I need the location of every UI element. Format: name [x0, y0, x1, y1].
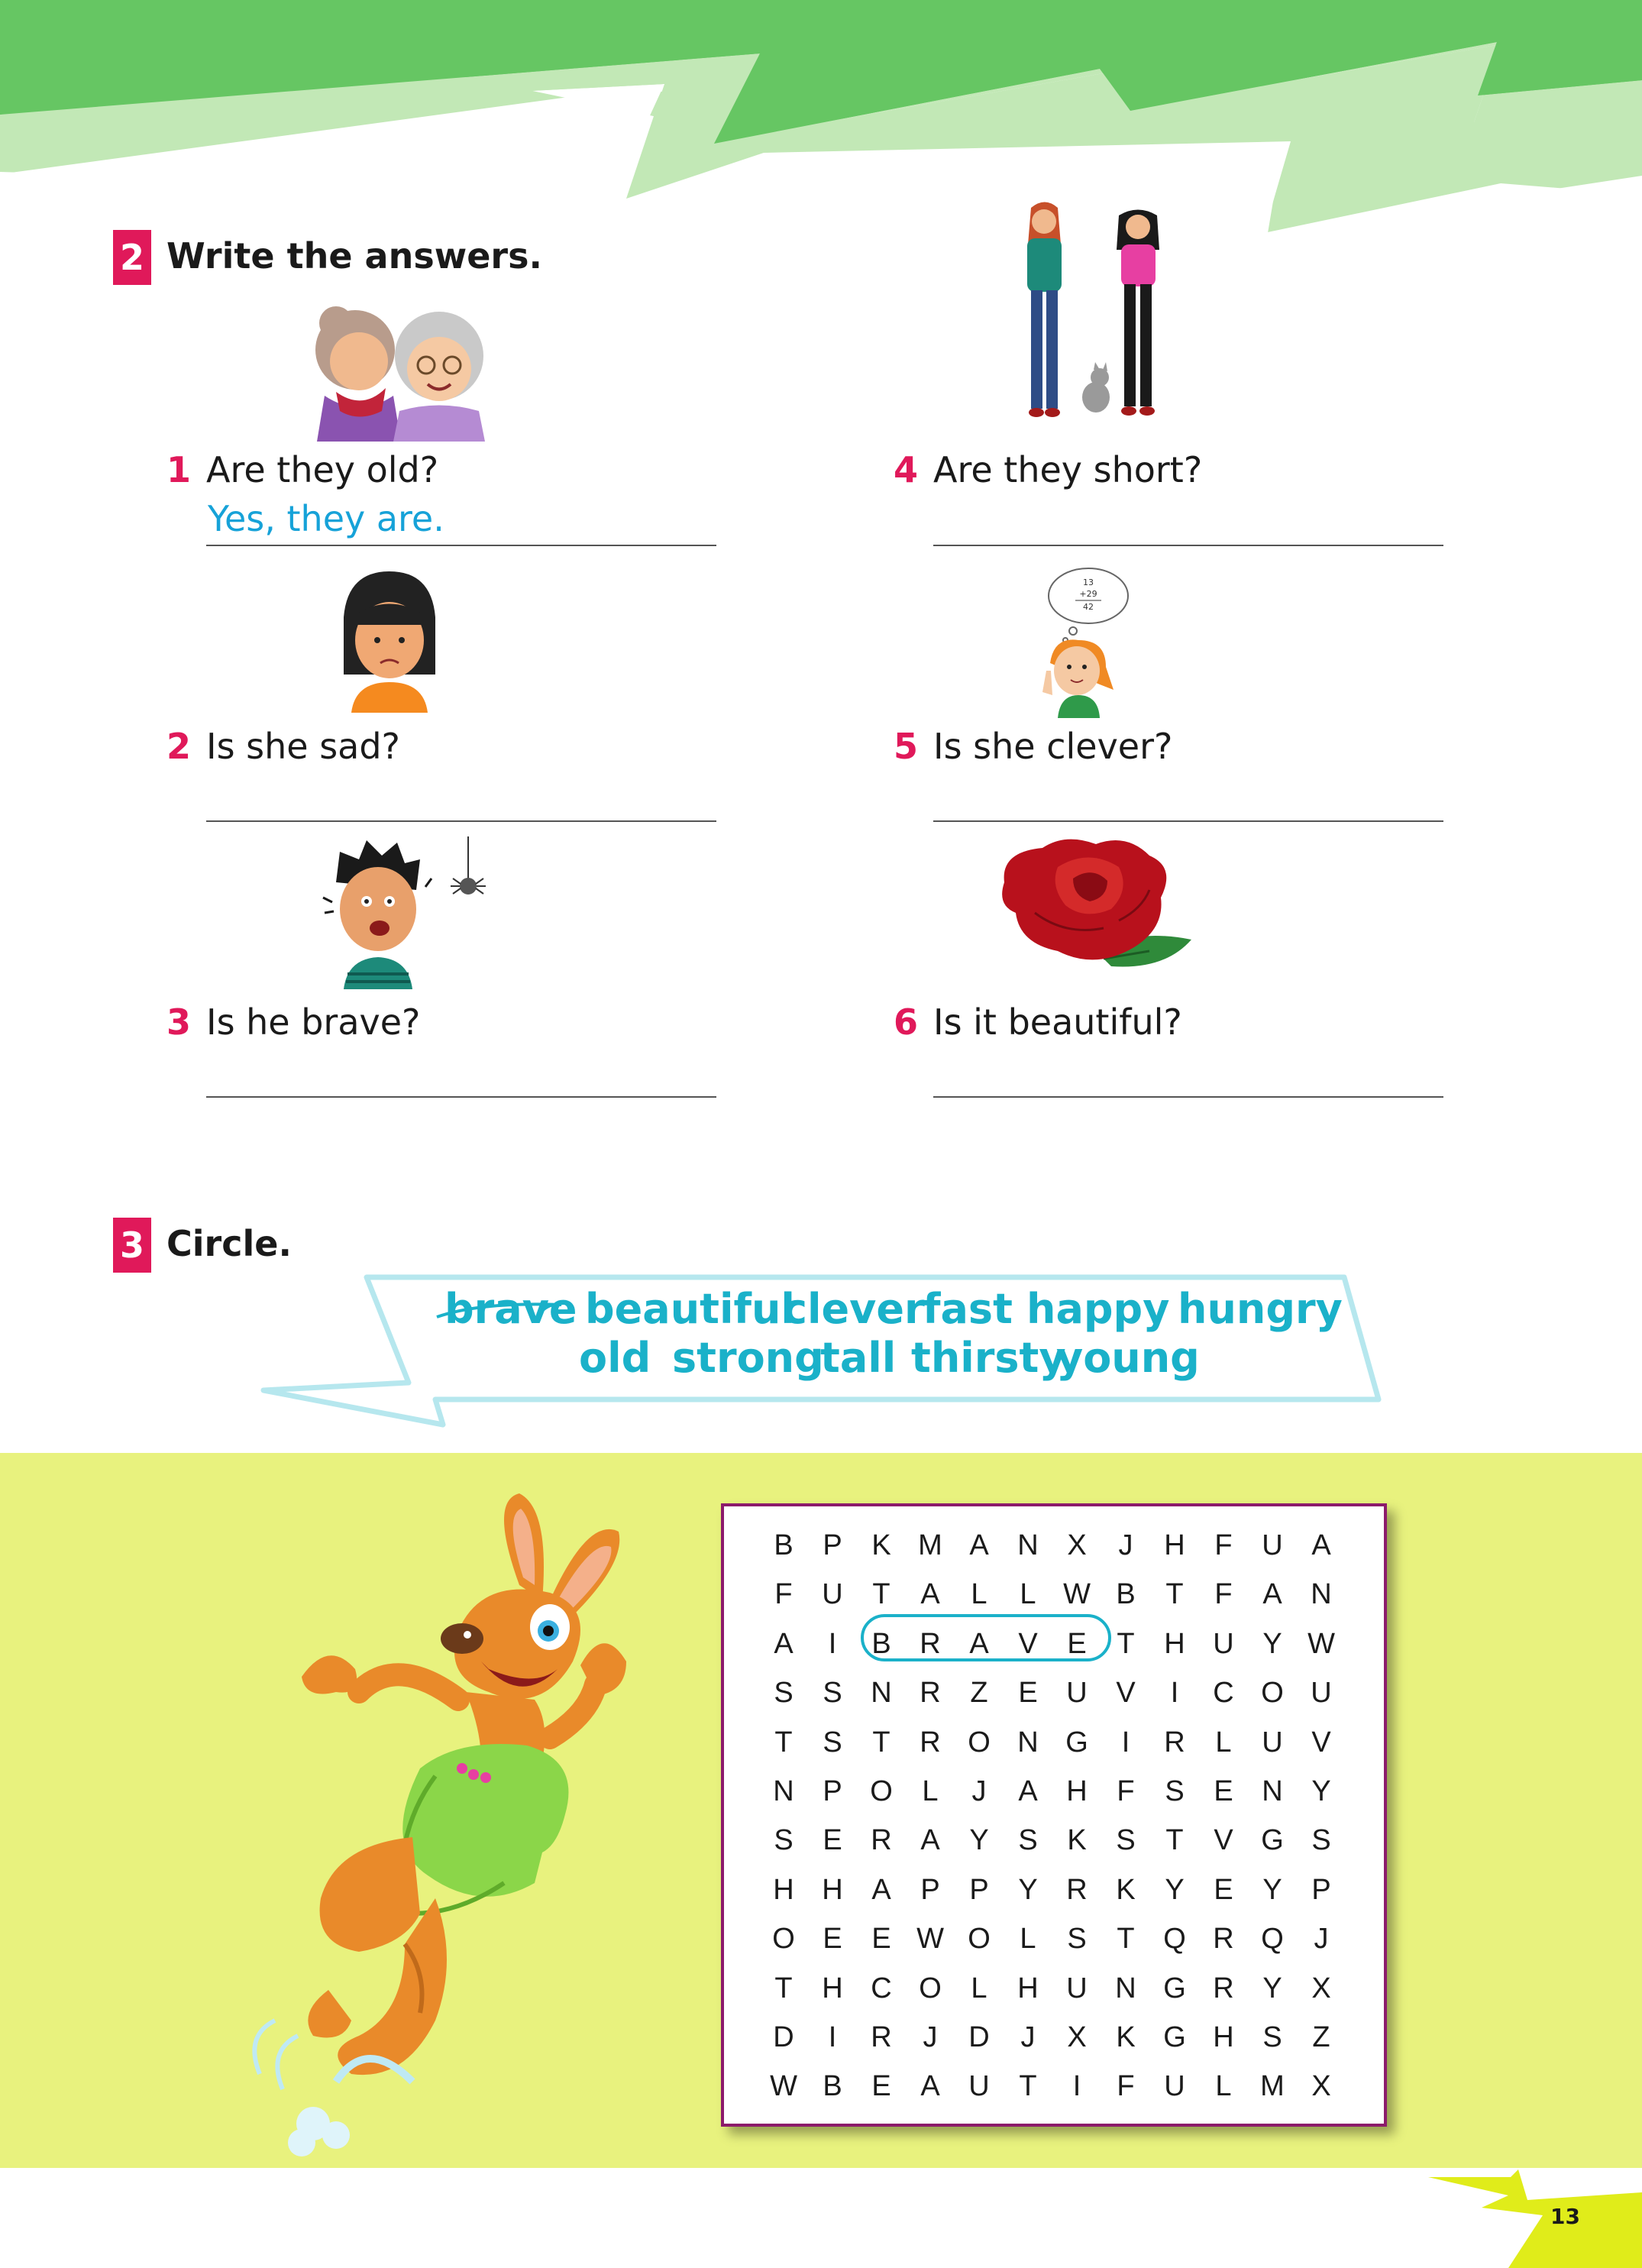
grid-letter[interactable]: F — [1214, 1578, 1233, 1611]
grid-letter[interactable]: S — [823, 1726, 842, 1758]
grid-letter[interactable]: L — [922, 1775, 939, 1807]
question-2-text: Is she sad? — [206, 726, 400, 767]
grid-letter[interactable]: U — [1262, 1726, 1283, 1758]
grid-letter[interactable]: E — [1214, 1873, 1233, 1906]
grid-letter[interactable]: S — [1165, 1775, 1185, 1807]
grid-letter[interactable]: F — [774, 1578, 793, 1611]
grid-letter[interactable]: J — [971, 1775, 987, 1807]
grid-letter[interactable]: B — [823, 2070, 842, 2103]
question-5-number: 5 — [894, 726, 919, 767]
grid-letter[interactable]: L — [1215, 1726, 1232, 1758]
grid-letter[interactable]: G — [1163, 1972, 1186, 2004]
grandmothers-picture — [302, 296, 516, 442]
grid-letter[interactable]: U — [1066, 1972, 1088, 2004]
grid-letter[interactable]: G — [1163, 2021, 1186, 2053]
grid-letter[interactable]: N — [1311, 1578, 1332, 1611]
word-brave: brave — [444, 1285, 577, 1333]
word-old: old — [579, 1334, 651, 1382]
grid-letter[interactable]: F — [1214, 1529, 1233, 1561]
grid-letter[interactable]: I — [1072, 2070, 1081, 2103]
grid-letter[interactable]: O — [968, 1726, 991, 1758]
grid-letter[interactable]: A — [1311, 1529, 1331, 1561]
answer-line-1[interactable] — [206, 545, 716, 546]
grid-letter[interactable]: O — [919, 1972, 942, 2004]
grid-letter[interactable]: Q — [1261, 1923, 1284, 1956]
grid-letter[interactable]: A — [1018, 1775, 1038, 1807]
grid-letter[interactable]: I — [1170, 1677, 1179, 1710]
word-thirsty: thirsty — [911, 1334, 1066, 1382]
grid-letter[interactable]: N — [773, 1775, 794, 1807]
grid-letter[interactable]: S — [1018, 1824, 1038, 1857]
grid-letter[interactable]: A — [969, 1529, 989, 1561]
grid-letter[interactable]: T — [872, 1578, 890, 1611]
grid-letter[interactable]: J — [1020, 2021, 1036, 2053]
grid-letter[interactable]: Y — [1165, 1873, 1185, 1906]
grid-letter[interactable]: S — [1262, 2021, 1282, 2053]
answer-line-6[interactable] — [933, 1096, 1443, 1098]
grid-letter[interactable]: O — [968, 1923, 991, 1956]
grid-letter[interactable]: I — [1121, 1726, 1130, 1758]
grid-letter[interactable]: P — [823, 1529, 842, 1561]
grid-letter[interactable]: A — [774, 1627, 794, 1660]
question-1-number: 1 — [166, 449, 192, 490]
grid-letter[interactable]: D — [968, 2021, 990, 2053]
grid-letter[interactable]: I — [828, 2021, 837, 2053]
grid-letter[interactable]: F — [1117, 2070, 1135, 2103]
grid-letter[interactable]: T — [774, 1972, 793, 2004]
grid-letter[interactable]: H — [1017, 1972, 1039, 2004]
clever-girl-picture — [1023, 564, 1130, 718]
grid-letter[interactable]: G — [1065, 1726, 1088, 1758]
grid-letter[interactable]: N — [871, 1677, 892, 1710]
grid-letter[interactable]: V — [1116, 1677, 1136, 1710]
grid-letter[interactable]: T — [1165, 1578, 1184, 1611]
grid-letter[interactable]: S — [1311, 1824, 1331, 1857]
grid-letter[interactable]: S — [774, 1677, 794, 1710]
grid-letter[interactable]: L — [971, 1578, 987, 1611]
grid-letter[interactable]: R — [1066, 1873, 1088, 1906]
exercise-2-title: Write the answers. — [166, 235, 542, 277]
grid-letter[interactable]: D — [773, 2021, 794, 2053]
grid-letter[interactable]: A — [920, 1578, 940, 1611]
grid-letter[interactable]: H — [773, 1873, 794, 1906]
grid-letter[interactable]: T — [872, 1726, 890, 1758]
grid-letter[interactable]: W — [770, 2070, 797, 2103]
grid-letter[interactable]: B — [871, 1627, 891, 1660]
grid-letter[interactable]: A — [969, 1627, 989, 1660]
grid-letter[interactable]: Y — [969, 1824, 989, 1857]
grid-letter[interactable]: Y — [1018, 1873, 1038, 1906]
grid-letter[interactable]: P — [823, 1775, 842, 1807]
question-6-text: Is it beautiful? — [933, 1001, 1182, 1043]
grid-letter[interactable]: O — [870, 1775, 893, 1807]
grid-letter[interactable]: T — [1117, 1923, 1135, 1956]
grid-letter[interactable]: Y — [1262, 1627, 1282, 1660]
grid-letter[interactable]: G — [1261, 1824, 1284, 1857]
grid-letter[interactable]: J — [923, 2021, 938, 2053]
word-search-grid — [721, 1503, 1387, 2127]
grid-letter[interactable]: I — [828, 1627, 837, 1660]
word-fast: fast — [923, 1285, 1013, 1333]
grid-letter[interactable]: R — [1164, 1726, 1185, 1758]
grid-letter[interactable]: C — [871, 1972, 892, 2004]
grid-letter[interactable]: S — [774, 1824, 794, 1857]
kangaroo-character — [229, 1486, 642, 2173]
grid-letter[interactable]: X — [1311, 2070, 1331, 2103]
exercise-3-title: Circle. — [166, 1223, 292, 1264]
question-2-number: 2 — [166, 726, 192, 767]
grid-letter[interactable]: W — [1307, 1627, 1335, 1660]
grid-letter[interactable]: Y — [1262, 1972, 1282, 2004]
grid-letter[interactable]: A — [920, 2070, 940, 2103]
answer-line-2[interactable] — [206, 820, 716, 822]
grid-letter[interactable]: K — [1116, 2021, 1136, 2053]
exercise-2-number: 2 — [113, 230, 151, 285]
question-3-number: 3 — [166, 1001, 192, 1043]
grid-letter[interactable]: R — [920, 1677, 941, 1710]
grid-letter[interactable]: B — [774, 1529, 794, 1561]
grid-letter[interactable]: H — [1066, 1775, 1088, 1807]
grid-letter[interactable]: E — [1214, 1775, 1233, 1807]
grid-letter[interactable]: M — [1260, 2070, 1285, 2103]
grid-letter[interactable]: M — [918, 1529, 942, 1561]
question-1-text: Are they old? — [206, 449, 439, 490]
grid-letter[interactable]: K — [1067, 1824, 1087, 1857]
strike-through-brave — [435, 1294, 565, 1325]
grid-letter[interactable]: O — [772, 1923, 795, 1956]
grid-letter[interactable]: O — [1261, 1677, 1284, 1710]
grid-letter[interactable]: P — [969, 1873, 989, 1906]
grid-letter[interactable]: R — [920, 1726, 941, 1758]
grid-letter[interactable]: R — [871, 2021, 892, 2053]
grid-letter[interactable]: V — [1214, 1824, 1233, 1857]
word-clever: clever — [783, 1285, 925, 1333]
scared-boy-picture — [317, 836, 500, 989]
grid-letter[interactable]: U — [1164, 2070, 1185, 2103]
grid-letter[interactable]: Q — [1163, 1923, 1186, 1956]
grid-letter[interactable]: S — [823, 1677, 842, 1710]
grid-letter[interactable]: H — [822, 1972, 843, 2004]
grid-letter[interactable]: U — [1311, 1677, 1332, 1710]
thought-line-2: +29 — [1079, 589, 1097, 599]
grid-letter[interactable]: H — [1213, 2021, 1234, 2053]
grid-letter[interactable]: N — [1017, 1529, 1039, 1561]
grid-letter[interactable]: E — [823, 1824, 842, 1857]
word-strong: strong — [672, 1334, 824, 1382]
grid-letter[interactable]: Y — [1311, 1775, 1331, 1807]
grid-letter[interactable]: P — [920, 1873, 940, 1906]
word-happy: happy — [1026, 1285, 1170, 1333]
grid-letter[interactable]: R — [920, 1627, 941, 1660]
grid-letter[interactable]: R — [1213, 1923, 1234, 1956]
grid-letter[interactable]: E — [871, 1923, 891, 1956]
rose-picture — [997, 836, 1195, 982]
grid-letter[interactable]: T — [774, 1726, 793, 1758]
word-tall: tall — [820, 1334, 897, 1382]
grid-letter[interactable]: J — [1118, 1529, 1133, 1561]
thought-line-3: 42 — [1083, 602, 1094, 612]
grid-letter[interactable]: A — [1262, 1578, 1282, 1611]
grid-letter[interactable]: A — [871, 1873, 891, 1906]
grid-letter[interactable]: V — [1311, 1726, 1331, 1758]
grid-letter[interactable]: L — [971, 1972, 987, 2004]
header-banner-light — [0, 0, 1642, 237]
question-3-text: Is he brave? — [206, 1001, 421, 1043]
grid-letter[interactable]: L — [1020, 1923, 1036, 1956]
grid-letter[interactable]: S — [1116, 1824, 1136, 1857]
grid-letter[interactable]: S — [1067, 1923, 1087, 1956]
grid-letter[interactable]: C — [1213, 1677, 1234, 1710]
question-5-text: Is she clever? — [933, 726, 1173, 767]
answer-line-3[interactable] — [206, 1096, 716, 1098]
grid-letter[interactable]: R — [1213, 1972, 1234, 2004]
grid-letter[interactable]: H — [822, 1873, 843, 1906]
grid-letter[interactable]: A — [920, 1824, 940, 1857]
grid-letter[interactable]: K — [871, 1529, 891, 1561]
grid-letter[interactable]: X — [1067, 1529, 1087, 1561]
question-4-text: Are they short? — [933, 449, 1203, 490]
grid-letter[interactable]: T — [1165, 1824, 1184, 1857]
grid-letter[interactable]: U — [968, 2070, 990, 2103]
grid-letter[interactable]: F — [1117, 1775, 1135, 1807]
grid-letter[interactable]: E — [871, 2070, 891, 2103]
grid-letter[interactable]: K — [1116, 1873, 1136, 1906]
grid-letter[interactable]: B — [1116, 1578, 1136, 1611]
sad-girl-picture — [336, 571, 443, 713]
exercise-3-number: 3 — [113, 1218, 151, 1273]
grid-letter[interactable]: U — [1262, 1529, 1283, 1561]
word-young: young — [1056, 1334, 1200, 1382]
grid-letter[interactable]: J — [1314, 1923, 1329, 1956]
grid-letter[interactable]: Y — [1262, 1873, 1282, 1906]
grid-letter[interactable]: H — [1164, 1627, 1185, 1660]
grid-letter[interactable]: X — [1311, 1972, 1331, 2004]
grid-letter[interactable]: U — [822, 1578, 843, 1611]
grid-letter[interactable]: V — [1018, 1627, 1038, 1660]
grid-letter[interactable]: L — [1020, 1578, 1036, 1611]
grid-letter[interactable]: E — [1018, 1677, 1038, 1710]
grid-letter[interactable]: N — [1017, 1726, 1039, 1758]
grid-letter[interactable]: T — [1019, 2070, 1037, 2103]
question-6-number: 6 — [894, 1001, 919, 1043]
answer-line-5[interactable] — [933, 820, 1443, 822]
grid-letter[interactable]: H — [1164, 1529, 1185, 1561]
grid-letter[interactable]: U — [1213, 1627, 1234, 1660]
word-beautiful: beautiful — [585, 1285, 795, 1333]
grid-letter[interactable]: N — [1262, 1775, 1283, 1807]
grid-letter[interactable]: N — [1115, 1972, 1136, 2004]
grid-letter[interactable]: Z — [970, 1677, 988, 1710]
page-number-badge — [1428, 2169, 1642, 2268]
question-1-answer[interactable]: Yes, they are. — [208, 498, 444, 539]
grid-letter[interactable]: E — [1067, 1627, 1087, 1660]
grid-letter[interactable]: T — [1117, 1627, 1135, 1660]
grid-letter[interactable]: X — [1067, 2021, 1087, 2053]
grid-letter[interactable]: U — [1066, 1677, 1088, 1710]
word-hungry: hungry — [1178, 1285, 1343, 1333]
grid-letter[interactable]: R — [871, 1824, 892, 1857]
page-number: 13 — [1550, 2204, 1580, 2229]
two-women-picture — [1016, 200, 1184, 422]
answer-line-4[interactable] — [933, 545, 1443, 546]
grid-letter[interactable]: E — [823, 1923, 842, 1956]
grid-letter[interactable]: P — [1311, 1873, 1331, 1906]
grid-letter[interactable]: W — [916, 1923, 944, 1956]
grid-letter[interactable]: L — [1215, 2070, 1232, 2103]
grid-letter[interactable]: W — [1063, 1578, 1091, 1611]
question-4-number: 4 — [894, 449, 919, 490]
grid-letter[interactable]: Z — [1312, 2021, 1330, 2053]
thought-line-1: 13 — [1083, 578, 1094, 587]
